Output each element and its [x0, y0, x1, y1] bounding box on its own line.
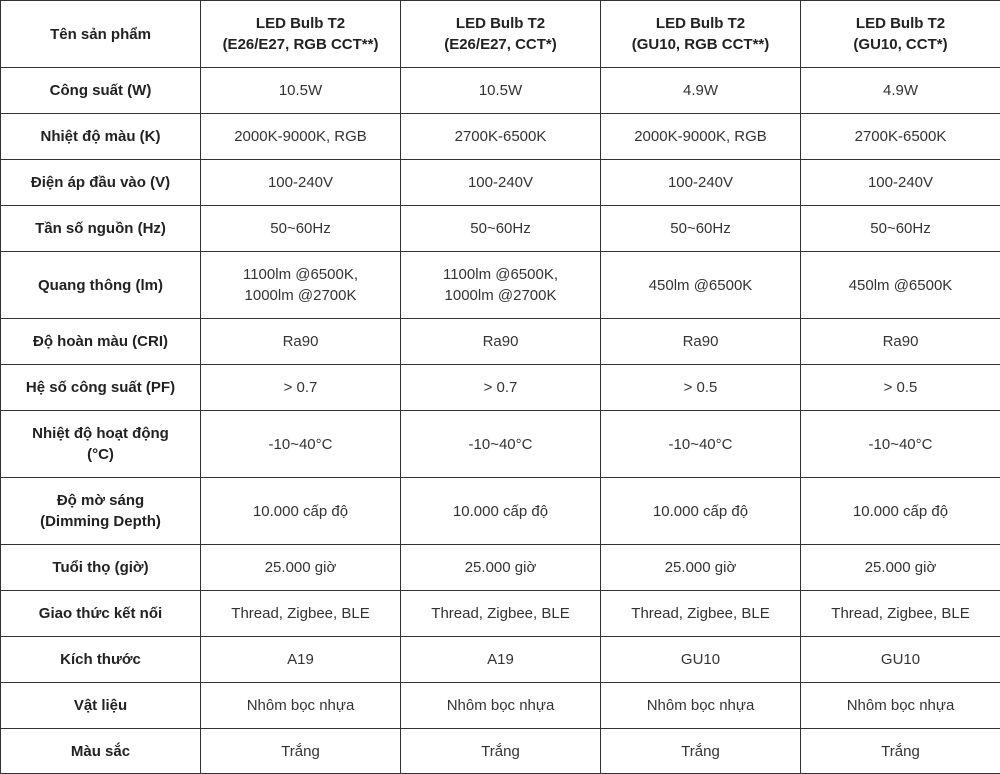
- table-cell: GU10: [801, 637, 1000, 683]
- row-label: Quang thông (lm): [1, 252, 201, 319]
- table-cell: Ra90: [601, 319, 801, 365]
- row-label: Độ hoàn màu (CRI): [1, 319, 201, 365]
- table-row: [1, 319, 1000, 365]
- table-cell: Nhôm bọc nhựa: [801, 683, 1000, 729]
- row-label: Hệ số công suất (PF): [1, 365, 201, 411]
- table-cell: 50~60Hz: [401, 206, 601, 252]
- table-cell: 2700K-6500K: [801, 114, 1000, 160]
- table-cell: Nhôm bọc nhựa: [201, 683, 401, 729]
- table-cell: 4.9W: [801, 68, 1000, 114]
- table-cell: Thread, Zigbee, BLE: [201, 591, 401, 637]
- table-cell: 4.9W: [601, 68, 801, 114]
- table-cell: Trắng: [201, 729, 401, 774]
- table-cell: -10~40°C: [401, 411, 601, 478]
- table-cell: Trắng: [801, 729, 1000, 774]
- table-cell: 450lm @6500K: [601, 252, 801, 319]
- table-cell: 100-240V: [401, 160, 601, 206]
- table-cell: 2000K-9000K, RGB: [201, 114, 401, 160]
- table-row: [1, 411, 1000, 478]
- table-row: [1, 591, 1000, 637]
- row-label: Kích thước: [1, 637, 201, 683]
- table-cell: Ra90: [201, 319, 401, 365]
- table-cell: 25.000 giờ: [401, 545, 601, 591]
- table-row: [1, 729, 1000, 774]
- table-cell: > 0.7: [401, 365, 601, 411]
- table-cell: 450lm @6500K: [801, 252, 1000, 319]
- row-label: Nhiệt độ màu (K): [1, 114, 201, 160]
- table-cell: Ra90: [801, 319, 1000, 365]
- table-header-row: [1, 1, 1000, 68]
- table-row: [1, 206, 1000, 252]
- table-cell: 50~60Hz: [601, 206, 801, 252]
- table-cell: -10~40°C: [601, 411, 801, 478]
- table-row: [1, 365, 1000, 411]
- table-cell: 50~60Hz: [201, 206, 401, 252]
- header-product-name: Tên sản phẩm: [1, 1, 201, 68]
- row-label: Vật liệu: [1, 683, 201, 729]
- table-cell: 25.000 giờ: [201, 545, 401, 591]
- row-label: Giao thức kết nối: [1, 591, 201, 637]
- row-label: Màu sắc: [1, 729, 201, 774]
- table-cell: 1100lm @6500K, 1000lm @2700K: [401, 252, 601, 319]
- row-label: Tần số nguồn (Hz): [1, 206, 201, 252]
- table-cell: Thread, Zigbee, BLE: [601, 591, 801, 637]
- table-cell: Ra90: [401, 319, 601, 365]
- table-cell: 10.000 cấp độ: [601, 478, 801, 545]
- table-cell: Thread, Zigbee, BLE: [801, 591, 1000, 637]
- table-cell: > 0.5: [601, 365, 801, 411]
- table-cell: A19: [201, 637, 401, 683]
- table-cell: Thread, Zigbee, BLE: [401, 591, 601, 637]
- table-cell: 100-240V: [801, 160, 1000, 206]
- table-cell: 1100lm @6500K, 1000lm @2700K: [201, 252, 401, 319]
- table-cell: -10~40°C: [201, 411, 401, 478]
- table-cell: A19: [401, 637, 601, 683]
- table-cell: Nhôm bọc nhựa: [601, 683, 801, 729]
- table-cell: 10.5W: [201, 68, 401, 114]
- table-cell: 2000K-9000K, RGB: [601, 114, 801, 160]
- table-cell: 10.000 cấp độ: [401, 478, 601, 545]
- table-cell: 10.000 cấp độ: [201, 478, 401, 545]
- table-cell: Nhôm bọc nhựa: [401, 683, 601, 729]
- table-cell: GU10: [601, 637, 801, 683]
- table-cell: 100-240V: [201, 160, 401, 206]
- table-cell: 50~60Hz: [801, 206, 1000, 252]
- header-gu10-rgb-cct: LED Bulb T2 (GU10, RGB CCT**): [601, 1, 801, 68]
- row-label: Độ mờ sáng (Dimming Depth): [1, 478, 201, 545]
- header-e26-rgb-cct: LED Bulb T2 (E26/E27, RGB CCT**): [201, 1, 401, 68]
- table-cell: -10~40°C: [801, 411, 1000, 478]
- table-row: [1, 68, 1000, 114]
- row-label: Nhiệt độ hoạt động (°C): [1, 411, 201, 478]
- table-row: [1, 114, 1000, 160]
- table-row: [1, 545, 1000, 591]
- table-row: [1, 637, 1000, 683]
- table-cell: > 0.5: [801, 365, 1000, 411]
- row-label: Công suất (W): [1, 68, 201, 114]
- table-cell: 100-240V: [601, 160, 801, 206]
- header-gu10-cct: LED Bulb T2 (GU10, CCT*): [801, 1, 1000, 68]
- table-cell: 10.000 cấp độ: [801, 478, 1000, 545]
- table-row: [1, 683, 1000, 729]
- table-row: [1, 160, 1000, 206]
- table-cell: > 0.7: [201, 365, 401, 411]
- row-label: Tuổi thọ (giờ): [1, 545, 201, 591]
- table-row: [1, 478, 1000, 545]
- table-cell: 10.5W: [401, 68, 601, 114]
- table-cell: 2700K-6500K: [401, 114, 601, 160]
- table-row: [1, 252, 1000, 319]
- row-label: Điện áp đầu vào (V): [1, 160, 201, 206]
- table-cell: 25.000 giờ: [801, 545, 1000, 591]
- table-cell: 25.000 giờ: [601, 545, 801, 591]
- header-e26-cct: LED Bulb T2 (E26/E27, CCT*): [401, 1, 601, 68]
- table-cell: Trắng: [401, 729, 601, 774]
- table-cell: Trắng: [601, 729, 801, 774]
